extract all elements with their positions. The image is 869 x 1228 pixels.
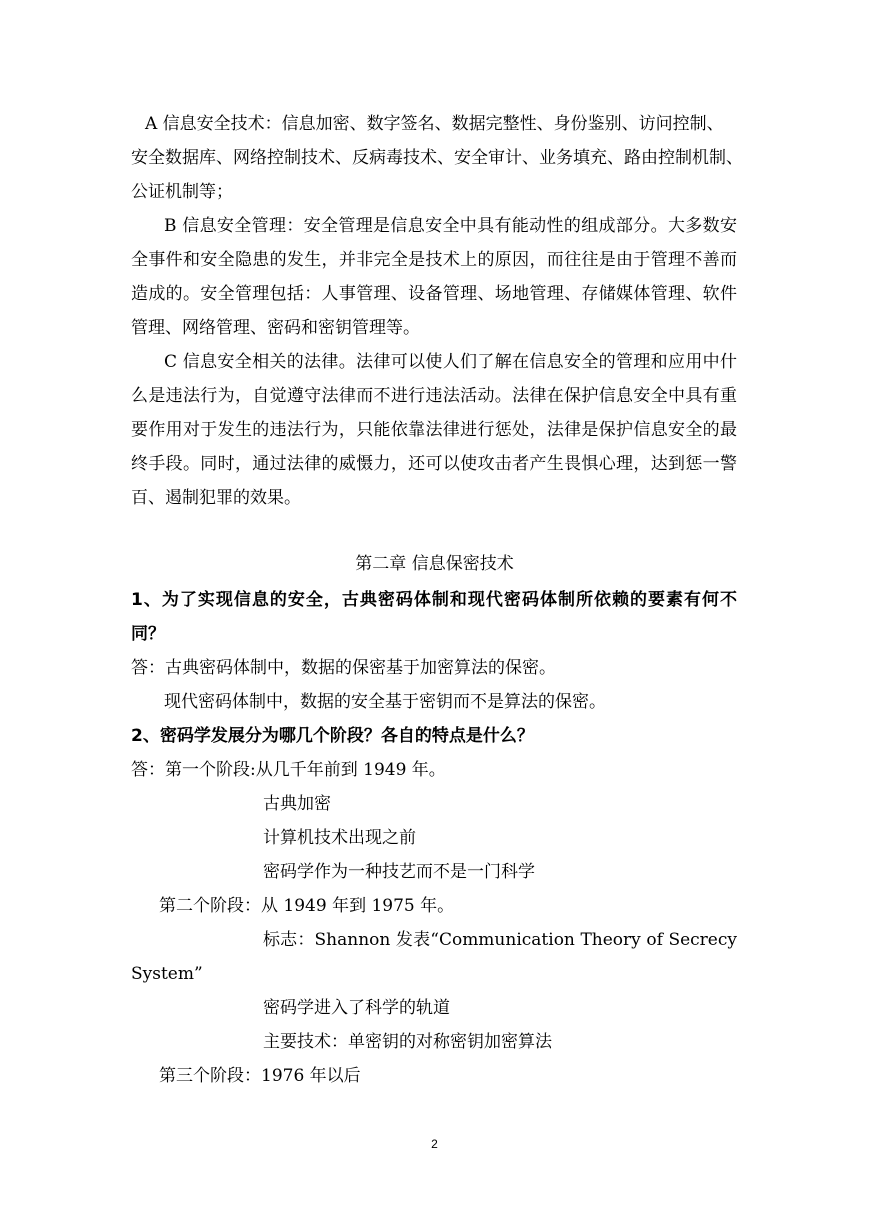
q2-stage3-label: 第三个阶段：1976 年以后 (159, 1066, 361, 1086)
para-c-line-5: 百、遏制犯罪的效果。 (131, 488, 301, 508)
q1-question-line-2: 同？ (131, 624, 165, 644)
q2-stage2-point-2: 主要技术：单密钥的对称密钥加密算法 (263, 1032, 552, 1052)
para-c-line-3: 要作用对于发生的违法行为，只能依靠法律进行惩处，法律是保护信息安全的最 (131, 420, 737, 440)
q2-stage2-mark-line: 标志：Shannon 发表“Communication Theory of Secrecy (263, 930, 737, 950)
q1-answer-line-2: 现代密码体制中，数据的安全基于密钥而不是算法的保密。 (164, 692, 606, 712)
para-b-line-4: 管理、网络管理、密码和密钥管理等。 (131, 318, 420, 338)
q2-question: 2、密码学发展分为哪几个阶段？各自的特点是什么？ (131, 726, 534, 746)
para-a-line-1: A 信息安全技术：信息加密、数字签名、数据完整性、身份鉴别、访问控制、 (145, 114, 724, 134)
para-c-line-1: C 信息安全相关的法律。法律可以使人们了解在信息安全的管理和应用中什 (164, 352, 737, 372)
para-c-line-4: 终手段。同时，通过法律的威慑力，还可以使攻击者产生畏惧心理，达到惩一警 (131, 454, 737, 474)
q1-answer-line-1: 答：古典密码体制中，数据的保密基于加密算法的保密。 (131, 658, 556, 678)
chapter-title: 第二章 信息保密技术 (355, 554, 514, 574)
page-number: 2 (431, 1137, 438, 1151)
q2-stage2-point-1: 密码学进入了科学的轨道 (263, 998, 450, 1018)
para-a-line-2: 安全数据库、网络控制技术、反病毒技术、安全审计、业务填充、路由控制机制、 (131, 148, 743, 168)
q2-stage1-label: 答：第一个阶段:从几千年前到 1949 年。 (131, 760, 446, 780)
q2-stage1-point-3: 密码学作为一种技艺而不是一门科学 (263, 862, 535, 882)
q1-question-line-1: 1、为了实现信息的安全，古典密码体制和现代密码体制所依赖的要素有何不 (131, 590, 737, 610)
para-b-line-2: 全事件和安全隐患的发生，并非完全是技术上的原因，而往往是由于管理不善而 (131, 250, 737, 270)
q2-stage2-mark-cont: System” (131, 964, 203, 984)
q2-stage2-label: 第二个阶段：从 1949 年到 1975 年。 (159, 896, 455, 916)
q2-stage1-point-2: 计算机技术出现之前 (263, 828, 416, 848)
para-b-line-1: B 信息安全管理：安全管理是信息安全中具有能动性的组成部分。大多数安 (164, 216, 737, 236)
q2-stage1-point-1: 古典加密 (263, 794, 331, 814)
para-c-line-2: 么是违法行为，自觉遵守法律而不进行违法活动。法律在保护信息安全中具有重 (131, 386, 737, 406)
para-a-line-3: 公证机制等； (131, 182, 233, 202)
para-b-line-3: 造成的。安全管理包括：人事管理、设备管理、场地管理、存储媒体管理、软件 (131, 284, 737, 304)
